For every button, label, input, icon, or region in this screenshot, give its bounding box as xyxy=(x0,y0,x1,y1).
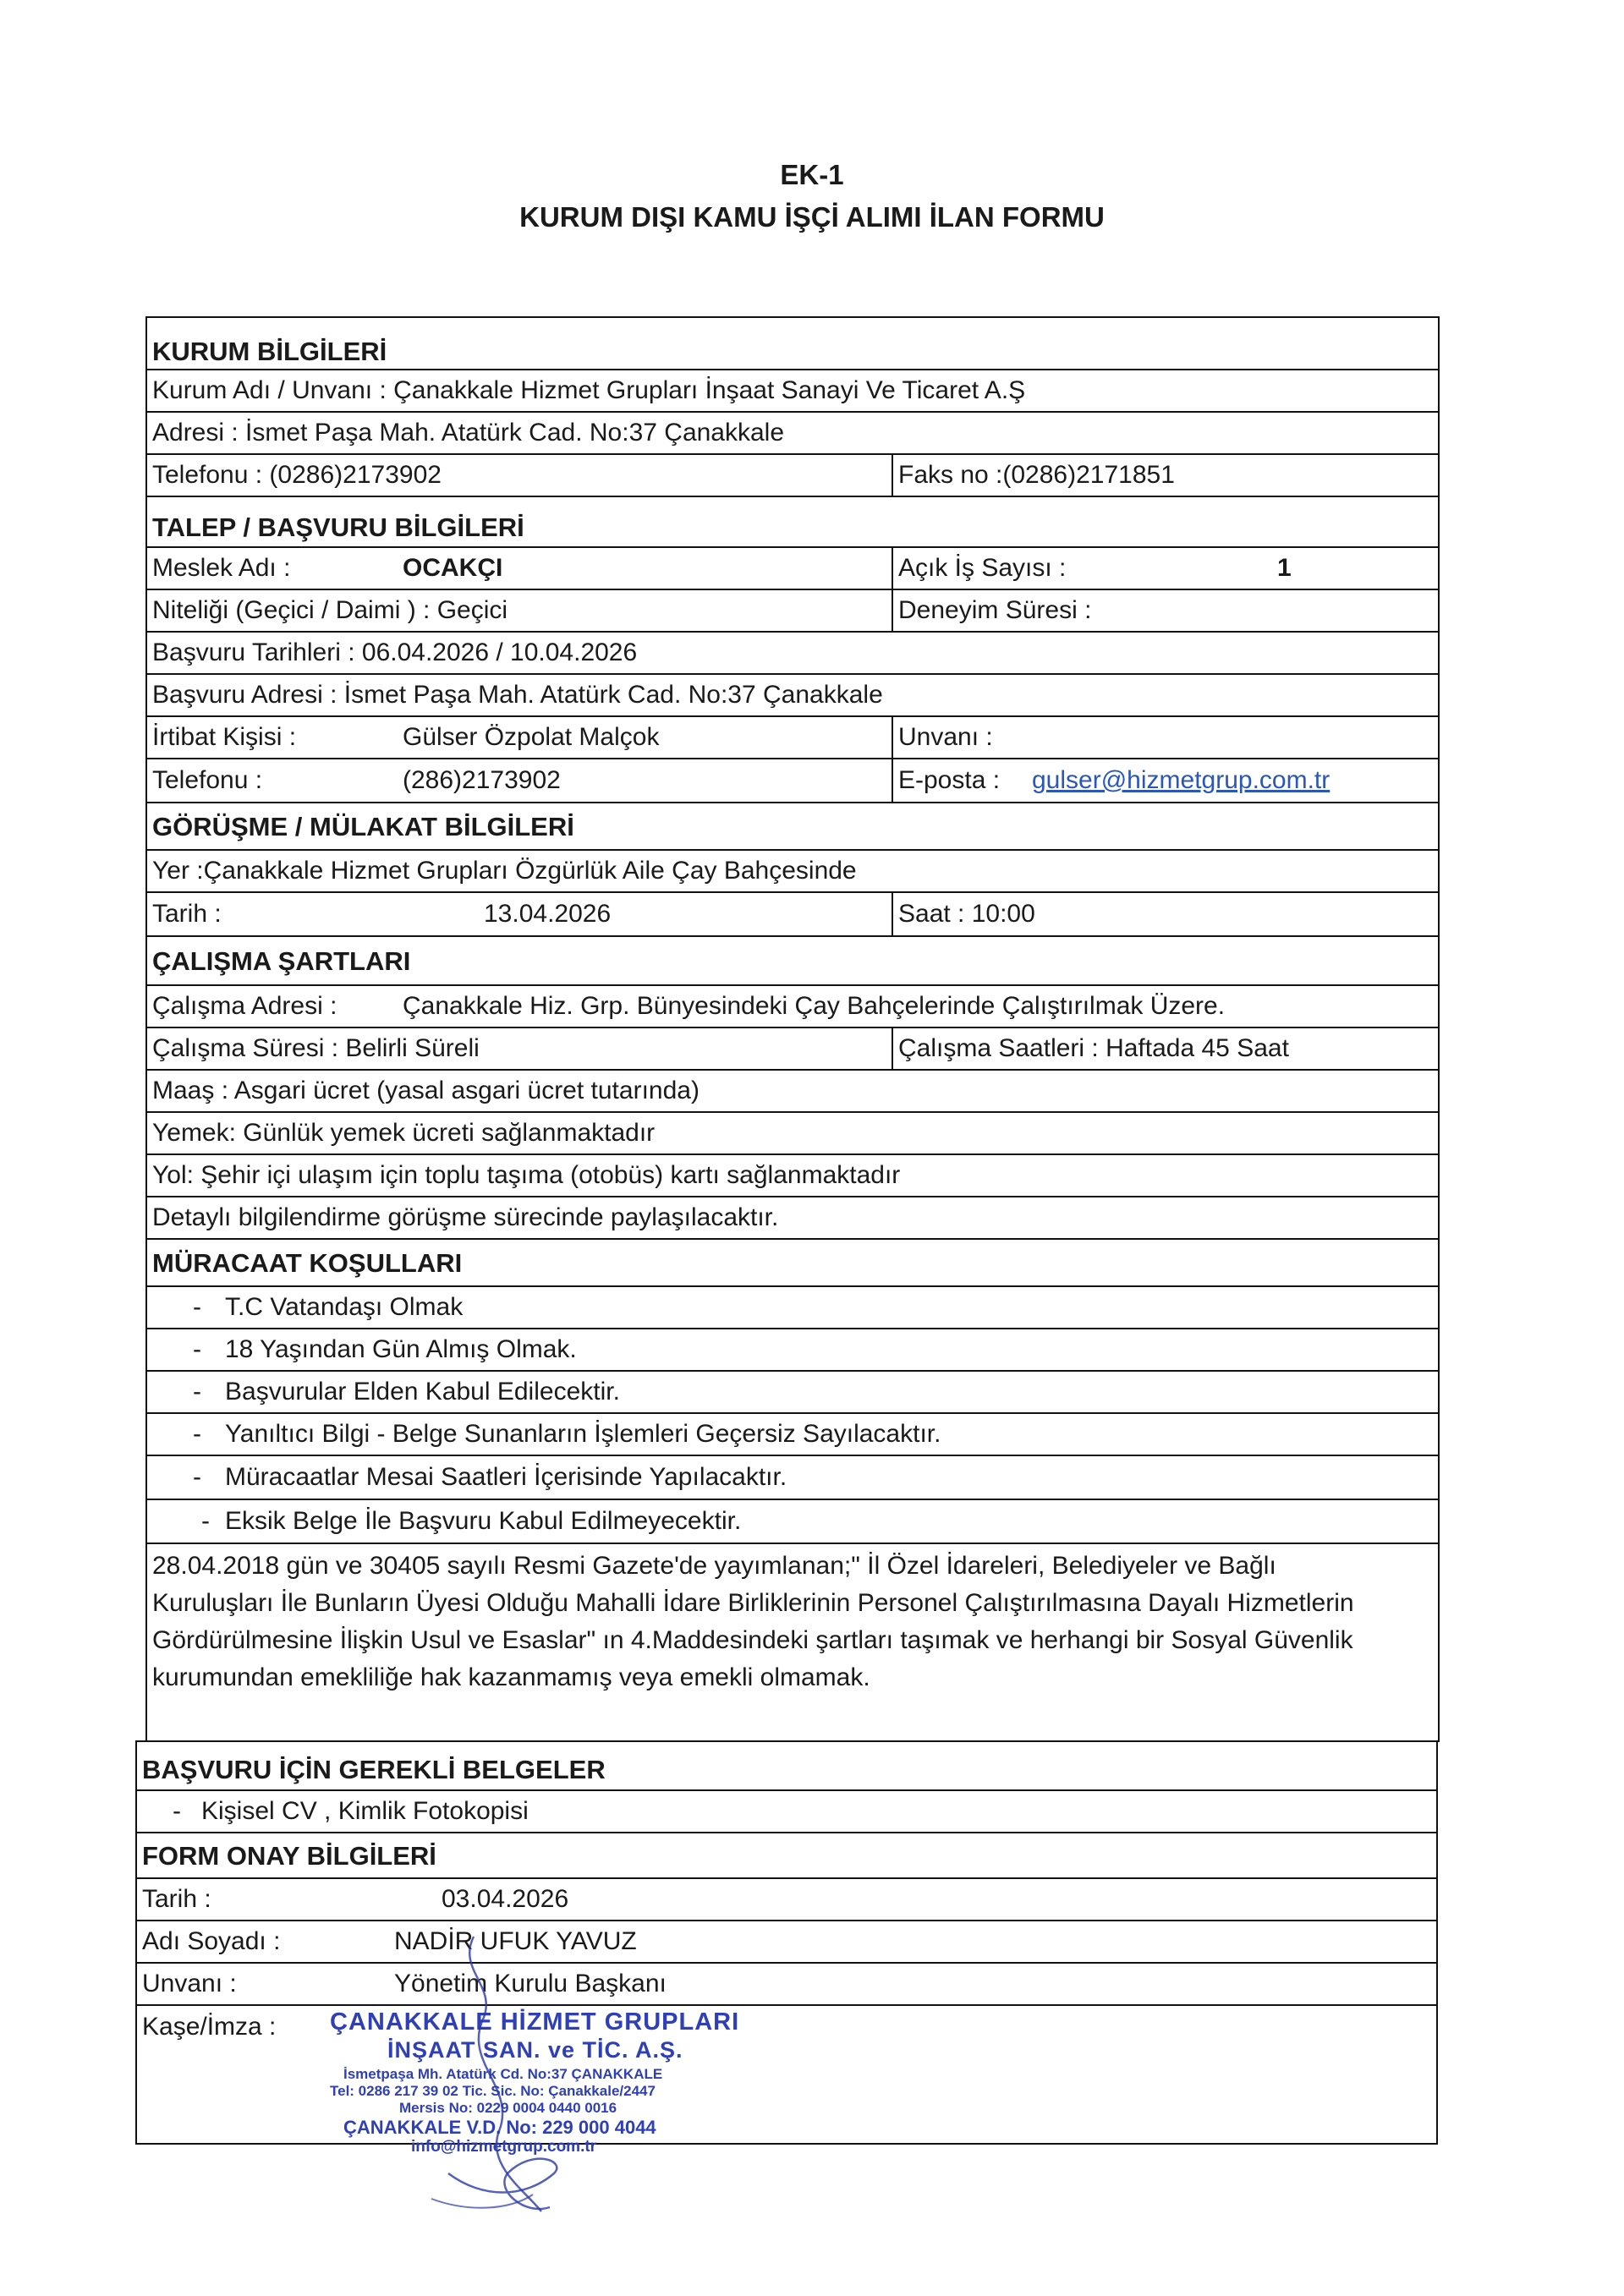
muracaat-heading: MÜRACAAT KOŞULLARI xyxy=(152,1247,463,1278)
talep-dates-row xyxy=(147,633,1438,675)
dash: - xyxy=(193,1463,201,1491)
onay-title-row xyxy=(137,1964,1436,2006)
calisma-address-row xyxy=(147,986,1438,1028)
kurum-heading-row xyxy=(147,318,1438,370)
belgeler-heading: BAŞVURU İÇİN GEREKLİ BELGELER xyxy=(142,1754,606,1784)
approval-date-value: 03.04.2026 xyxy=(442,1885,569,1913)
condition-item: Müracaatlar Mesai Saatleri İçerisinde Yapılacaktır. xyxy=(225,1463,787,1491)
muracaat-item-row xyxy=(147,1287,1438,1329)
annex-label: EK-1 xyxy=(780,159,844,190)
contact-label: İrtibat Kişisi : xyxy=(152,723,297,751)
calisma-transport-row xyxy=(147,1155,1438,1197)
talep-profession-row xyxy=(147,548,1438,590)
condition-item: Yanıltıcı Bilgi - Belge Sunanların İşlemleri Geçersiz Sayılacaktır. xyxy=(225,1420,941,1448)
gorusme-heading-row xyxy=(147,803,1438,851)
condition-item: 18 Yaşından Gün Almış Olmak. xyxy=(225,1335,577,1363)
muracaat-heading-row xyxy=(147,1240,1438,1287)
stamp-line: ÇANAKKALE HİZMET GRUPLARI xyxy=(330,2008,740,2036)
muracaat-item-row xyxy=(147,1414,1438,1456)
talep-phone-row xyxy=(147,759,1438,803)
stamp-label: Kaşe/İmza : xyxy=(142,2013,277,2041)
application-dates: Başvuru Tarihleri : 06.04.2026 / 10.04.2026 xyxy=(152,638,638,666)
kurum-phone-row xyxy=(147,455,1438,497)
stamp-line: info@hizmetgrup.com.tr xyxy=(411,2138,597,2156)
onay-heading-row xyxy=(137,1833,1436,1879)
kurum-heading: KURUM BİLGİLERİ xyxy=(152,336,387,366)
paragraph-line: Gördürülmesine İlişkin Usul ve Esaslar" ın 4.Maddesindeki şartları taşımak ve herhangi bir Sosyal Güvenlik xyxy=(152,1626,1353,1654)
approver-title-value: Yönetim Kurulu Başkanı xyxy=(394,1970,667,1997)
muracaat-item-row xyxy=(147,1500,1438,1544)
onay-date-row xyxy=(137,1879,1436,1921)
dash: - xyxy=(201,1507,210,1535)
work-hours: Çalışma Saatleri : Haftada 45 Saat xyxy=(898,1034,1289,1062)
belgeler-item-row xyxy=(137,1791,1436,1833)
nature: Niteliği (Geçici / Daimi ) : Geçici xyxy=(152,596,508,624)
work-duration: Çalışma Süresi : Belirli Süreli xyxy=(152,1034,480,1062)
approver-title-label: Unvanı : xyxy=(142,1970,237,1997)
kurum-address: Adresi : İsmet Paşa Mah. Atatürk Cad. No:37 Çanakkale xyxy=(152,419,785,447)
interview-time: Saat : 10:00 xyxy=(898,900,1035,928)
stamp-line: İNŞAAT SAN. ve TİC. A.Ş. xyxy=(387,2037,683,2063)
paragraph-line: 28.04.2018 gün ve 30405 sayılı Resmi Gazete'de yayımlanan;" İl Özel İdareleri, Belediyeler ve Bağlı xyxy=(152,1552,1276,1580)
form-main-block xyxy=(145,316,1440,1742)
calisma-heading: ÇALIŞMA ŞARTLARI xyxy=(152,945,411,976)
profession-label: Meslek Adı : xyxy=(152,554,291,582)
condition-item: Eksik Belge İle Başvuru Kabul Edilmeyecektir. xyxy=(225,1507,742,1535)
openings-value: 1 xyxy=(1277,554,1292,582)
approval-date-label: Tarih : xyxy=(142,1885,211,1913)
profession-value: OCAKÇI xyxy=(403,554,503,582)
interview-date-label: Tarih : xyxy=(152,900,222,928)
onay-heading: FORM ONAY BİLGİLERİ xyxy=(142,1840,436,1871)
email-link[interactable]: gulser@hizmetgrup.com.tr xyxy=(1032,766,1330,794)
muracaat-paragraph-row xyxy=(147,1544,1438,1744)
calisma-duration-row xyxy=(147,1028,1438,1071)
talep-nature-row xyxy=(147,590,1438,633)
paragraph-line: Kuruluşları İle Bunların Üyesi Olduğu Mahalli İdare Birliklerinin Personel Çalıştırılmasına Dayalı Hizmetlerin xyxy=(152,1589,1354,1617)
openings-label: Açık İş Sayısı : xyxy=(898,554,1067,582)
gorusme-heading: GÖRÜŞME / MÜLAKAT BİLGİLERİ xyxy=(152,811,574,841)
onay-name-row xyxy=(137,1921,1436,1964)
gorusme-place-row xyxy=(147,851,1438,893)
stamp-line: İsmetpaşa Mh. Atatürk Cd. No:37 ÇANAKKALE xyxy=(343,2066,663,2082)
paragraph-line: kurumundan emekliliğe hak kazanmamış veya emekli olmamak. xyxy=(152,1663,870,1691)
stamp-line: ÇANAKKALE V.D. No: 229 000 4044 xyxy=(343,2117,656,2138)
interview-place: Yer :Çanakkale Hizmet Grupları Özgürlük Aile Çay Bahçesinde xyxy=(152,857,857,885)
stamp-line: Mersis No: 0229 0004 0440 0016 xyxy=(399,2100,617,2116)
kurum-address-row xyxy=(147,413,1438,455)
talep-heading: TALEP / BAŞVURU BİLGİLERİ xyxy=(152,512,524,542)
approver-name-value: NADİR UFUK YAVUZ xyxy=(394,1927,637,1955)
contact-phone-value: (286)2173902 xyxy=(403,766,561,794)
meal: Yemek: Günlük yemek ücreti sağlanmaktadır xyxy=(152,1119,656,1147)
form-title: KURUM DIŞI KAMU İŞÇİ ALIMI İLAN FORMU xyxy=(519,201,1105,233)
dash: - xyxy=(193,1378,201,1406)
regulation-paragraph xyxy=(147,1548,1438,1696)
experience: Deneyim Süresi : xyxy=(898,596,1092,624)
dash: - xyxy=(193,1420,201,1448)
kurum-fax: Faks no :(0286)2171851 xyxy=(898,461,1175,489)
talep-address-row xyxy=(147,675,1438,717)
talep-contact-row xyxy=(147,717,1438,759)
calisma-meal-row xyxy=(147,1113,1438,1155)
email-label: E-posta : xyxy=(898,766,1001,794)
gorusme-date-row xyxy=(147,893,1438,937)
detail: Detaylı bilgilendirme görüşme sürecinde paylaşılacaktır. xyxy=(152,1203,779,1231)
belgeler-heading-row xyxy=(137,1742,1436,1791)
dash: - xyxy=(193,1335,201,1363)
document-item: Kişisel CV , Kimlik Fotokopisi xyxy=(201,1797,529,1825)
approver-name-label: Adı Soyadı : xyxy=(142,1927,281,1955)
muracaat-item-row xyxy=(147,1329,1438,1372)
contact-title-label: Unvanı : xyxy=(898,723,993,751)
calisma-salary-row xyxy=(147,1071,1438,1113)
stamp-line: Tel: 0286 217 39 02 Tic. Sic. No: Çanakkale/2447 xyxy=(330,2083,656,2099)
dash: - xyxy=(173,1797,181,1825)
kurum-phone: Telefonu : (0286)2173902 xyxy=(152,461,442,489)
transport: Yol: Şehir içi ulaşım için toplu taşıma (otobüs) kartı sağlanmaktadır xyxy=(152,1161,901,1189)
muracaat-item-row xyxy=(147,1456,1438,1500)
contact-phone-label: Telefonu : xyxy=(152,766,263,794)
work-address-label: Çalışma Adresi : xyxy=(152,992,337,1020)
interview-date-value: 13.04.2026 xyxy=(484,900,612,928)
kurum-name-row xyxy=(147,370,1438,413)
dash: - xyxy=(193,1293,201,1321)
muracaat-item-row xyxy=(147,1372,1438,1414)
salary: Maaş : Asgari ücret (yasal asgari ücret tutarında) xyxy=(152,1077,700,1104)
calisma-heading-row xyxy=(147,937,1438,986)
application-address: Başvuru Adresi : İsmet Paşa Mah. Atatürk Cad. No:37 Çanakkale xyxy=(152,681,883,709)
kurum-name: Kurum Adı / Unvanı : Çanakkale Hizmet Grupları İnşaat Sanayi Ve Ticaret A.Ş xyxy=(152,376,1026,404)
work-address-value: Çanakkale Hiz. Grp. Bünyesindeki Çay Bahçelerinde Çalıştırılmak Üzere. xyxy=(403,992,1226,1020)
condition-item: Başvurular Elden Kabul Edilecektir. xyxy=(225,1378,620,1406)
contact-value: Gülser Özpolat Malçok xyxy=(403,723,660,751)
signature xyxy=(398,1920,617,2224)
condition-item: T.C Vatandaşı Olmak xyxy=(225,1293,464,1321)
talep-heading-row xyxy=(147,497,1438,548)
calisma-detail-row xyxy=(147,1197,1438,1240)
